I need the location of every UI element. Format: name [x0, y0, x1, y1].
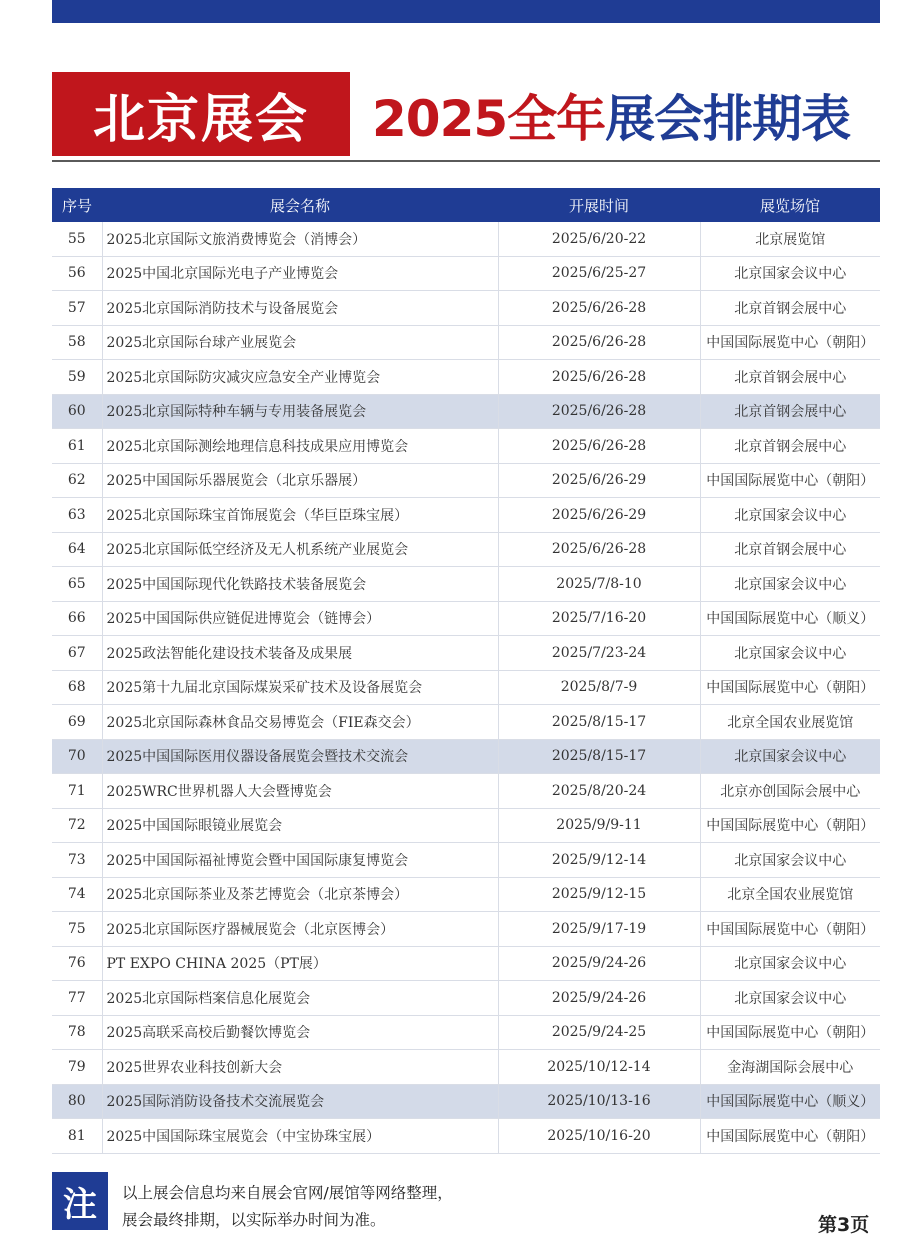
- row-exhibition-name: 2025北京国际测绘地理信息科技成果应用博览会: [102, 429, 498, 464]
- row-exhibition-name: 2025高联采高校后勤餐饮博览会: [102, 1015, 498, 1050]
- row-venue: 北京展览馆: [700, 222, 880, 256]
- row-date: 2025/6/20-22: [498, 222, 700, 256]
- row-exhibition-name: 2025中国国际眼镜业展览会: [102, 808, 498, 843]
- title-schedule-text: 展会排期表: [605, 90, 851, 148]
- row-number: 76: [52, 946, 102, 981]
- row-venue: 中国国际展览中心（顺义）: [700, 1084, 880, 1119]
- row-venue: 中国国际展览中心（朝阳）: [700, 463, 880, 498]
- title-badge: [52, 72, 350, 156]
- row-date: 2025/10/16-20: [498, 1119, 700, 1154]
- row-date: 2025/6/26-28: [498, 291, 700, 326]
- row-number: 67: [52, 636, 102, 671]
- table-row: [52, 670, 880, 705]
- row-number: 74: [52, 877, 102, 912]
- row-date: 2025/10/13-16: [498, 1084, 700, 1119]
- top-banner-bar: [52, 0, 880, 23]
- note-text: [122, 1180, 453, 1234]
- table-row: [52, 567, 880, 602]
- table-row: [52, 1119, 880, 1154]
- row-venue: 北京首钢会展中心: [700, 429, 880, 464]
- row-exhibition-name: 2025中国国际福祉博览会暨中国国际康复博览会: [102, 843, 498, 878]
- row-venue: 中国国际展览中心（朝阳）: [700, 1119, 880, 1154]
- row-number: 62: [52, 463, 102, 498]
- row-number: 80: [52, 1084, 102, 1119]
- row-number: 69: [52, 705, 102, 740]
- row-venue: 中国国际展览中心（朝阳）: [700, 912, 880, 947]
- row-venue: 中国国际展览中心（顺义）: [700, 601, 880, 636]
- row-exhibition-name: 2025北京国际低空经济及无人机系统产业展览会: [102, 532, 498, 567]
- row-number: 63: [52, 498, 102, 533]
- row-date: 2025/6/26-28: [498, 360, 700, 395]
- row-venue: 北京国家会议中心: [700, 946, 880, 981]
- row-venue: 北京国家会议中心: [700, 256, 880, 291]
- row-exhibition-name: 2025世界农业科技创新大会: [102, 1050, 498, 1085]
- table-row: [52, 360, 880, 395]
- row-date: 2025/9/24-26: [498, 981, 700, 1016]
- table-row: [52, 532, 880, 567]
- row-venue: 北京国家会议中心: [700, 739, 880, 774]
- row-venue: 中国国际展览中心（朝阳）: [700, 670, 880, 705]
- row-number: 79: [52, 1050, 102, 1085]
- page-title: [372, 82, 850, 148]
- row-date: 2025/9/12-14: [498, 843, 700, 878]
- row-exhibition-name: 2025中国国际现代化铁路技术装备展览会: [102, 567, 498, 602]
- row-date: 2025/6/26-28: [498, 532, 700, 567]
- title-year-text: 2025全年: [372, 90, 606, 148]
- note-line-2: 展会最终排期，以实际举办时间为准。: [122, 1211, 386, 1229]
- row-venue: 北京首钢会展中心: [700, 360, 880, 395]
- row-date: 2025/9/24-26: [498, 946, 700, 981]
- title-left-text: 北京展会: [92, 89, 309, 150]
- row-exhibition-name: 2025北京国际文旅消费博览会（消博会）: [102, 222, 498, 256]
- row-exhibition-name: 2025国际消防设备技术交流展览会: [102, 1084, 498, 1119]
- row-date: 2025/9/24-25: [498, 1015, 700, 1050]
- row-number: 66: [52, 601, 102, 636]
- row-number: 70: [52, 739, 102, 774]
- row-venue: 北京国家会议中心: [700, 843, 880, 878]
- row-venue: 北京首钢会展中心: [700, 532, 880, 567]
- table-row: [52, 1015, 880, 1050]
- table-row: [52, 463, 880, 498]
- table-row: [52, 325, 880, 360]
- row-number: 57: [52, 291, 102, 326]
- column-header-number: 序号: [52, 188, 102, 222]
- table-row: [52, 843, 880, 878]
- row-number: 78: [52, 1015, 102, 1050]
- row-number: 77: [52, 981, 102, 1016]
- table-row: [52, 1084, 880, 1119]
- row-date: 2025/6/26-28: [498, 429, 700, 464]
- row-number: 64: [52, 532, 102, 567]
- table-row: [52, 1050, 880, 1085]
- row-exhibition-name: 2025中国国际医用仪器设备展览会暨技术交流会: [102, 739, 498, 774]
- row-date: 2025/10/12-14: [498, 1050, 700, 1085]
- row-venue: 北京国家会议中心: [700, 498, 880, 533]
- row-exhibition-name: 2025北京国际特种车辆与专用装备展览会: [102, 394, 498, 429]
- row-number: 55: [52, 222, 102, 256]
- row-venue: 北京亦创国际会展中心: [700, 774, 880, 809]
- row-venue: 金海湖国际会展中心: [700, 1050, 880, 1085]
- table-row: [52, 429, 880, 464]
- row-exhibition-name: 2025中国国际供应链促进博览会（链博会）: [102, 601, 498, 636]
- table-row: [52, 774, 880, 809]
- row-venue: 北京全国农业展览馆: [700, 877, 880, 912]
- row-date: 2025/7/23-24: [498, 636, 700, 671]
- row-exhibition-name: 2025政法智能化建设技术装备及成果展: [102, 636, 498, 671]
- table-row: [52, 291, 880, 326]
- row-date: 2025/6/26-29: [498, 498, 700, 533]
- row-exhibition-name: 2025中国北京国际光电子产业博览会: [102, 256, 498, 291]
- row-number: 73: [52, 843, 102, 878]
- table-row: [52, 946, 880, 981]
- table-row: [52, 394, 880, 429]
- column-header-venue: 展览场馆: [700, 188, 880, 222]
- row-number: 61: [52, 429, 102, 464]
- row-number: 65: [52, 567, 102, 602]
- table-row: [52, 222, 880, 256]
- row-date: 2025/8/20-24: [498, 774, 700, 809]
- table-row: [52, 601, 880, 636]
- row-exhibition-name: 2025北京国际防灾减灾应急安全产业博览会: [102, 360, 498, 395]
- row-number: 71: [52, 774, 102, 809]
- row-exhibition-name: 2025第十九届北京国际煤炭采矿技术及设备展览会: [102, 670, 498, 705]
- row-exhibition-name: 2025北京国际台球产业展览会: [102, 325, 498, 360]
- table-body: [52, 222, 880, 1153]
- note-line-1: 以上展会信息均来自展会官网/展馆等网络整理，: [122, 1184, 453, 1202]
- row-date: 2025/7/8-10: [498, 567, 700, 602]
- table-row: [52, 877, 880, 912]
- row-date: 2025/8/15-17: [498, 705, 700, 740]
- table-row: [52, 981, 880, 1016]
- row-date: 2025/6/25-27: [498, 256, 700, 291]
- row-venue: 北京首钢会展中心: [700, 291, 880, 326]
- row-date: 2025/6/26-28: [498, 325, 700, 360]
- row-exhibition-name: 2025北京国际医疗器械展览会（北京医博会）: [102, 912, 498, 947]
- note-icon-label: 注: [63, 1184, 97, 1225]
- table-header-row: [52, 188, 880, 222]
- title-divider: [52, 160, 880, 162]
- table-row: [52, 808, 880, 843]
- row-venue: 北京国家会议中心: [700, 567, 880, 602]
- row-number: 56: [52, 256, 102, 291]
- row-date: 2025/9/9-11: [498, 808, 700, 843]
- table-row: [52, 705, 880, 740]
- row-date: 2025/6/26-29: [498, 463, 700, 498]
- row-number: 81: [52, 1119, 102, 1154]
- row-exhibition-name: 2025WRC世界机器人大会暨博览会: [102, 774, 498, 809]
- row-number: 68: [52, 670, 102, 705]
- row-number: 60: [52, 394, 102, 429]
- exhibition-schedule-table: [52, 188, 880, 1154]
- table-row: [52, 256, 880, 291]
- row-exhibition-name: 2025北京国际消防技术与设备展览会: [102, 291, 498, 326]
- table-row: [52, 498, 880, 533]
- page-number: 第3页: [818, 1214, 870, 1236]
- note-icon: [52, 1172, 108, 1230]
- row-exhibition-name: 2025北京国际茶业及茶艺博览会（北京茶博会）: [102, 877, 498, 912]
- row-venue: 中国国际展览中心（朝阳）: [700, 1015, 880, 1050]
- row-exhibition-name: 2025中国国际珠宝展览会（中宝协珠宝展）: [102, 1119, 498, 1154]
- table-row: [52, 739, 880, 774]
- column-header-name: 展会名称: [102, 188, 498, 222]
- row-exhibition-name: 2025中国国际乐器展览会（北京乐器展）: [102, 463, 498, 498]
- row-exhibition-name: 2025北京国际森林食品交易博览会（FIE森交会）: [102, 705, 498, 740]
- table-row: [52, 636, 880, 671]
- row-venue: 北京国家会议中心: [700, 981, 880, 1016]
- row-date: 2025/7/16-20: [498, 601, 700, 636]
- row-date: 2025/6/26-28: [498, 394, 700, 429]
- row-exhibition-name: 2025北京国际珠宝首饰展览会（华巨臣珠宝展）: [102, 498, 498, 533]
- row-exhibition-name: PT EXPO CHINA 2025（PT展）: [102, 946, 498, 981]
- row-number: 72: [52, 808, 102, 843]
- row-number: 75: [52, 912, 102, 947]
- row-number: 59: [52, 360, 102, 395]
- row-exhibition-name: 2025北京国际档案信息化展览会: [102, 981, 498, 1016]
- row-venue: 北京全国农业展览馆: [700, 705, 880, 740]
- row-date: 2025/8/15-17: [498, 739, 700, 774]
- table-row: [52, 912, 880, 947]
- row-date: 2025/9/17-19: [498, 912, 700, 947]
- row-venue: 中国国际展览中心（朝阳）: [700, 808, 880, 843]
- column-header-date: 开展时间: [498, 188, 700, 222]
- row-number: 58: [52, 325, 102, 360]
- row-date: 2025/8/7-9: [498, 670, 700, 705]
- row-venue: 北京国家会议中心: [700, 636, 880, 671]
- row-venue: 北京首钢会展中心: [700, 394, 880, 429]
- row-venue: 中国国际展览中心（朝阳）: [700, 325, 880, 360]
- row-date: 2025/9/12-15: [498, 877, 700, 912]
